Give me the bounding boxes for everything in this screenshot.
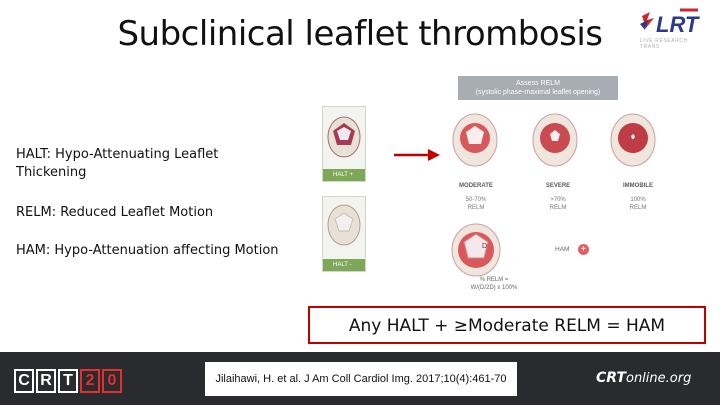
ham-definition-callout: Any HALT + ≥Moderate RELM = HAM bbox=[308, 306, 706, 344]
definition-halt-line1: HALT: Hypo-Attenuating Leaflet bbox=[16, 147, 219, 162]
site-rest: online.org bbox=[625, 371, 692, 386]
assess-relm-banner bbox=[458, 76, 618, 100]
crt-letter: R bbox=[36, 369, 56, 393]
halt-negative-thumb bbox=[322, 196, 366, 272]
valve-image bbox=[323, 107, 365, 169]
definition-halt bbox=[16, 146, 218, 182]
arrow-right-icon bbox=[394, 148, 440, 162]
lrt-logo bbox=[636, 6, 704, 50]
definition-halt-line2: Thickening bbox=[16, 165, 87, 180]
range-value: >70% bbox=[550, 197, 566, 203]
halt-positive-tag: HALT + bbox=[323, 169, 365, 181]
valve-moderate bbox=[450, 110, 500, 170]
grade-immobile: IMMOBILE bbox=[623, 183, 653, 189]
valve-measurement bbox=[448, 220, 504, 280]
range-unit: RELM bbox=[467, 205, 485, 211]
slide-title: Subclinical leaflet thrombosis bbox=[117, 14, 603, 54]
definition-relm-line1: RELM: Reduced Leaflet Motion bbox=[16, 205, 214, 220]
valve-severe bbox=[530, 110, 580, 170]
range-value: 100% bbox=[630, 197, 646, 203]
definition-relm bbox=[16, 204, 213, 222]
grade-severe: SEVERE bbox=[545, 183, 571, 189]
grade-severe-range bbox=[528, 196, 588, 212]
grade-moderate-range bbox=[446, 196, 506, 212]
site-bold: CRT bbox=[596, 370, 626, 386]
valve-immobile bbox=[608, 110, 658, 170]
halt-negative-tag: HALT - bbox=[323, 259, 365, 271]
plus-icon: + bbox=[578, 244, 589, 255]
lrt-logo-subtitle: LIVE RESEARCH TRANS bbox=[640, 38, 688, 50]
valve-image bbox=[323, 197, 365, 259]
range-unit: RELM bbox=[629, 205, 647, 211]
crtonline-logo bbox=[596, 370, 691, 386]
range-unit: RELM bbox=[549, 205, 567, 211]
banner-line1: Assess RELM bbox=[516, 80, 560, 87]
citation: Jilaihawi, H. et al. J Am Coll Cardiol Img. 2017;10(4):461-70 bbox=[205, 362, 517, 396]
crt20-logo bbox=[14, 369, 122, 393]
banner-line2: (systolic phase-maximal leaflet opening) bbox=[475, 89, 601, 96]
relm-formula bbox=[454, 276, 534, 292]
crt-letter: 0 bbox=[102, 369, 122, 393]
svg-text:LRT: LRT bbox=[656, 12, 699, 37]
lrt-logo-mark bbox=[636, 6, 704, 38]
halt-positive-thumb bbox=[322, 106, 366, 182]
formula-line2: W/(D/2D) x 100% bbox=[470, 285, 518, 291]
formula-line1: % RELM = bbox=[479, 277, 509, 283]
crt-letter: T bbox=[58, 369, 78, 393]
crt-letter: C bbox=[14, 369, 34, 393]
crt-letter: 2 bbox=[80, 369, 100, 393]
grade-moderate: MODERATE bbox=[459, 183, 493, 189]
definition-ham-line1: HAM: Hypo-Attenuation affecting Motion bbox=[16, 243, 279, 258]
ham-label: HAM bbox=[555, 246, 570, 253]
marker-d: D bbox=[482, 243, 488, 250]
grade-immobile-range bbox=[608, 196, 668, 212]
range-value: 50-70% bbox=[465, 197, 487, 203]
definition-ham bbox=[16, 242, 279, 260]
